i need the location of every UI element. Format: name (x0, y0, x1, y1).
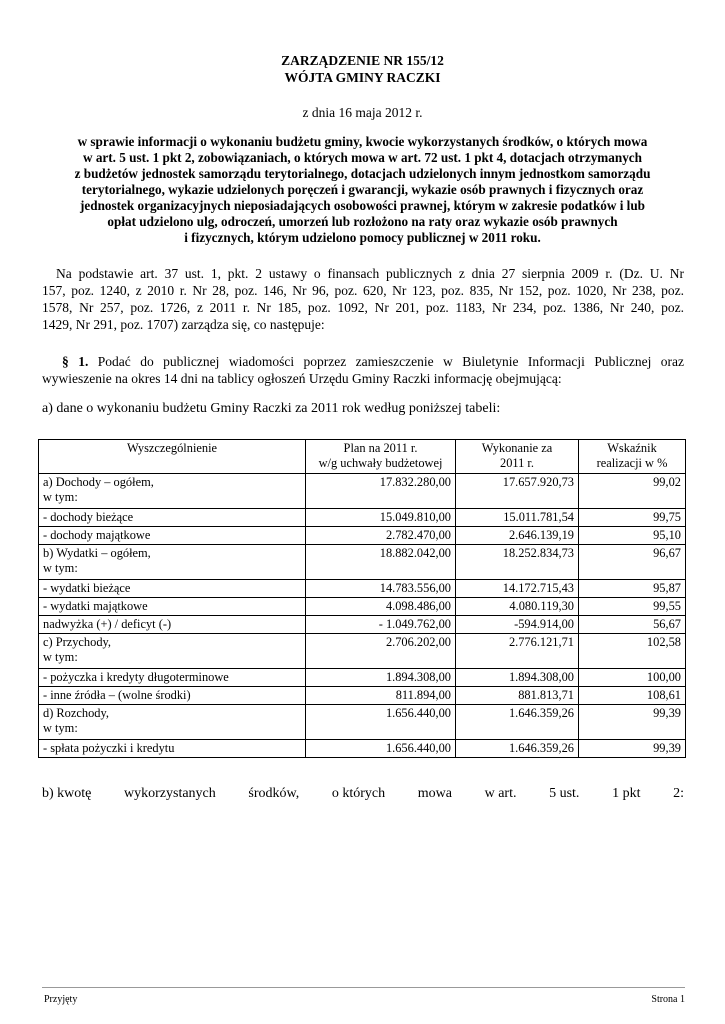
row-plan-value: 1.656.440,00 (306, 740, 456, 758)
table-row (39, 527, 686, 545)
row-ratio-value: 96,67 (579, 545, 686, 580)
table-row (39, 687, 686, 705)
row-ratio-value: 102,58 (579, 634, 686, 669)
row-ratio-value: 99,75 (579, 509, 686, 527)
subject-line: w sprawie informacji o wykonaniu budżetu gminy, kwocie wykorzystanych środków, o których mowa (77, 134, 648, 149)
row-plan-value: 2.782.470,00 (306, 527, 456, 545)
row-ratio-value: 99,39 (579, 705, 686, 740)
table-row (39, 509, 686, 527)
row-plan-value: 4.098.486,00 (306, 598, 456, 616)
row-execution-value: 4.080.119,30 (456, 598, 579, 616)
column-header-description: Wyszczególnienie (39, 440, 306, 474)
row-execution-value: 14.172.715,43 (456, 580, 579, 598)
point-b-word: wykorzystanych (124, 786, 216, 801)
row-plan-value: - 1.049.762,00 (306, 616, 456, 634)
footer-status: Przyjęty (44, 994, 78, 1005)
table-row (39, 474, 686, 509)
row-plan-value: 14.783.556,00 (306, 580, 456, 598)
section-1-line: wywieszenie na okres 14 dni na tablicy ogłoszeń Urzędu Gminy Raczki informację obejmującą: (42, 371, 562, 386)
point-b-word: o których (331, 786, 386, 801)
table-row (39, 634, 686, 669)
table-row (39, 616, 686, 634)
row-plan-value: 17.832.280,00 (306, 474, 456, 509)
row-execution-value: 17.657.920,73 (456, 474, 579, 509)
point-b-word: mowa (417, 786, 452, 801)
row-label: d) Rozchody, w tym: (39, 705, 306, 740)
section-marker: § 1. (62, 354, 89, 369)
table-row (39, 669, 686, 687)
row-plan-value: 18.882.042,00 (306, 545, 456, 580)
row-execution-value: 881.813,71 (456, 687, 579, 705)
row-label: - dochody majątkowe (39, 527, 306, 545)
row-ratio-value: 95,87 (579, 580, 686, 598)
point-b-word: 2: (673, 786, 684, 801)
budget-table (38, 439, 686, 758)
row-label: c) Przychody, w tym: (39, 634, 306, 669)
subject-line: terytorialnego, wykazie udzielonych poręczeń i gwarancji, wykazie osób prawnych i fizycznych oraz (81, 182, 644, 197)
column-header-ratio: Wskaźnik realizacji w % (579, 440, 686, 474)
preamble-line: 157, poz. 1240, z 2010 r. Nr 28, poz. 146, Nr 96, poz. 620, Nr 123, poz. 835, Nr 152, poz. 1020, Nr 238, poz. (42, 283, 684, 298)
row-ratio-value: 108,61 (579, 687, 686, 705)
point-b-word: w art. (484, 786, 517, 801)
table-row (39, 705, 686, 740)
row-execution-value: 1.894.308,00 (456, 669, 579, 687)
document-title: ZARZĄDZENIE NR 155/12 (281, 53, 444, 68)
column-header-execution: Wykonanie za 2011 r. (456, 440, 579, 474)
footer-divider (42, 987, 685, 988)
row-label: - dochody bieżące (39, 509, 306, 527)
preamble-line: 1578, Nr 257, poz. 1726, z 2011 r. Nr 185, poz. 1092, Nr 201, poz. 1183, Nr 234, poz. 1386, Nr 240, poz. (42, 300, 684, 315)
row-plan-value: 811.894,00 (306, 687, 456, 705)
subject-line: z budżetów jednostek samorządu terytorialnego, dotacjach udzielonych innym jednostkom samorządu (74, 166, 651, 181)
section-1-paragraph (42, 353, 684, 387)
preamble-line: Na podstawie art. 37 ust. 1, pkt. 2 ustawy o finansach publicznych z dnia 27 sierpnia 2009 r. (Dz. U. Nr (56, 266, 684, 281)
row-execution-value: 18.252.834,73 (456, 545, 579, 580)
document-subject (0, 134, 725, 246)
row-ratio-value: 100,00 (579, 669, 686, 687)
row-plan-value: 15.049.810,00 (306, 509, 456, 527)
document-date: z dnia 16 maja 2012 r. (302, 105, 423, 120)
row-label: - pożyczka i kredyty długoterminowe (39, 669, 306, 687)
row-execution-value: 2.646.139,19 (456, 527, 579, 545)
row-ratio-value: 99,39 (579, 740, 686, 758)
point-b-word: środków, (248, 786, 300, 801)
row-ratio-value: 99,55 (579, 598, 686, 616)
budget-table-body (39, 474, 686, 758)
table-header-row (39, 440, 686, 474)
row-plan-value: 1.656.440,00 (306, 705, 456, 740)
row-label: nadwyżka (+) / deficyt (-) (39, 616, 306, 634)
subject-line: i fizycznych, którym udzielono pomocy publicznej w 2011 roku. (184, 230, 541, 245)
subject-line: w art. 5 ust. 1 pkt 2, zobowiązaniach, o których mowa w art. 72 ust. 1 pkt 4, dotacjach otrzymanych (83, 150, 642, 165)
row-ratio-value: 99,02 (579, 474, 686, 509)
point-b-word: 1 pkt (612, 786, 641, 801)
row-ratio-value: 56,67 (579, 616, 686, 634)
row-plan-value: 1.894.308,00 (306, 669, 456, 687)
table-row (39, 740, 686, 758)
row-execution-value: 15.011.781,54 (456, 509, 579, 527)
table-row (39, 580, 686, 598)
row-ratio-value: 95,10 (579, 527, 686, 545)
row-label: - wydatki majątkowe (39, 598, 306, 616)
row-plan-value: 2.706.202,00 (306, 634, 456, 669)
point-a-text: a) dane o wykonaniu budżetu Gminy Raczki za 2011 rok według poniższej tabeli: (42, 401, 501, 416)
row-label: - wydatki bieżące (39, 580, 306, 598)
preamble-line: 1429, Nr 291, poz. 1707) zarządza się, co następuje: (42, 317, 325, 332)
subject-line: jednostek organizacyjnych nieposiadających osobowości prawnej, którym w zakresie podatków i lub (79, 198, 645, 213)
row-label: b) Wydatki – ogółem, w tym: (39, 545, 306, 580)
document-issuer: WÓJTA GMINY RACZKI (284, 70, 441, 85)
row-execution-value: 1.646.359,26 (456, 705, 579, 740)
row-label: - spłata pożyczki i kredytu (39, 740, 306, 758)
point-b-text (42, 785, 684, 802)
section-1-text: Podać do publicznej wiadomości poprzez zamieszczenie w Biuletynie Informacji Publicznej oraz (97, 354, 685, 369)
footer-page-number: Strona 1 (651, 994, 685, 1005)
section-1-line (42, 353, 684, 370)
point-b-word: b) kwotę (42, 786, 92, 801)
row-label: - inne źródła – (wolne środki) (39, 687, 306, 705)
row-execution-value: 1.646.359,26 (456, 740, 579, 758)
preamble-paragraph (42, 265, 684, 333)
table-row (39, 545, 686, 580)
row-execution-value: 2.776.121,71 (456, 634, 579, 669)
table-row (39, 598, 686, 616)
column-header-plan: Plan na 2011 r. w/g uchwały budżetowej (306, 440, 456, 474)
row-label: a) Dochody – ogółem, w tym: (39, 474, 306, 509)
row-execution-value: -594.914,00 (456, 616, 579, 634)
subject-line: opłat udzielono ulg, odroczeń, umorzeń lub rozłożono na raty oraz wykazie osób prawnych (107, 214, 618, 229)
point-b-word: 5 ust. (549, 786, 580, 801)
